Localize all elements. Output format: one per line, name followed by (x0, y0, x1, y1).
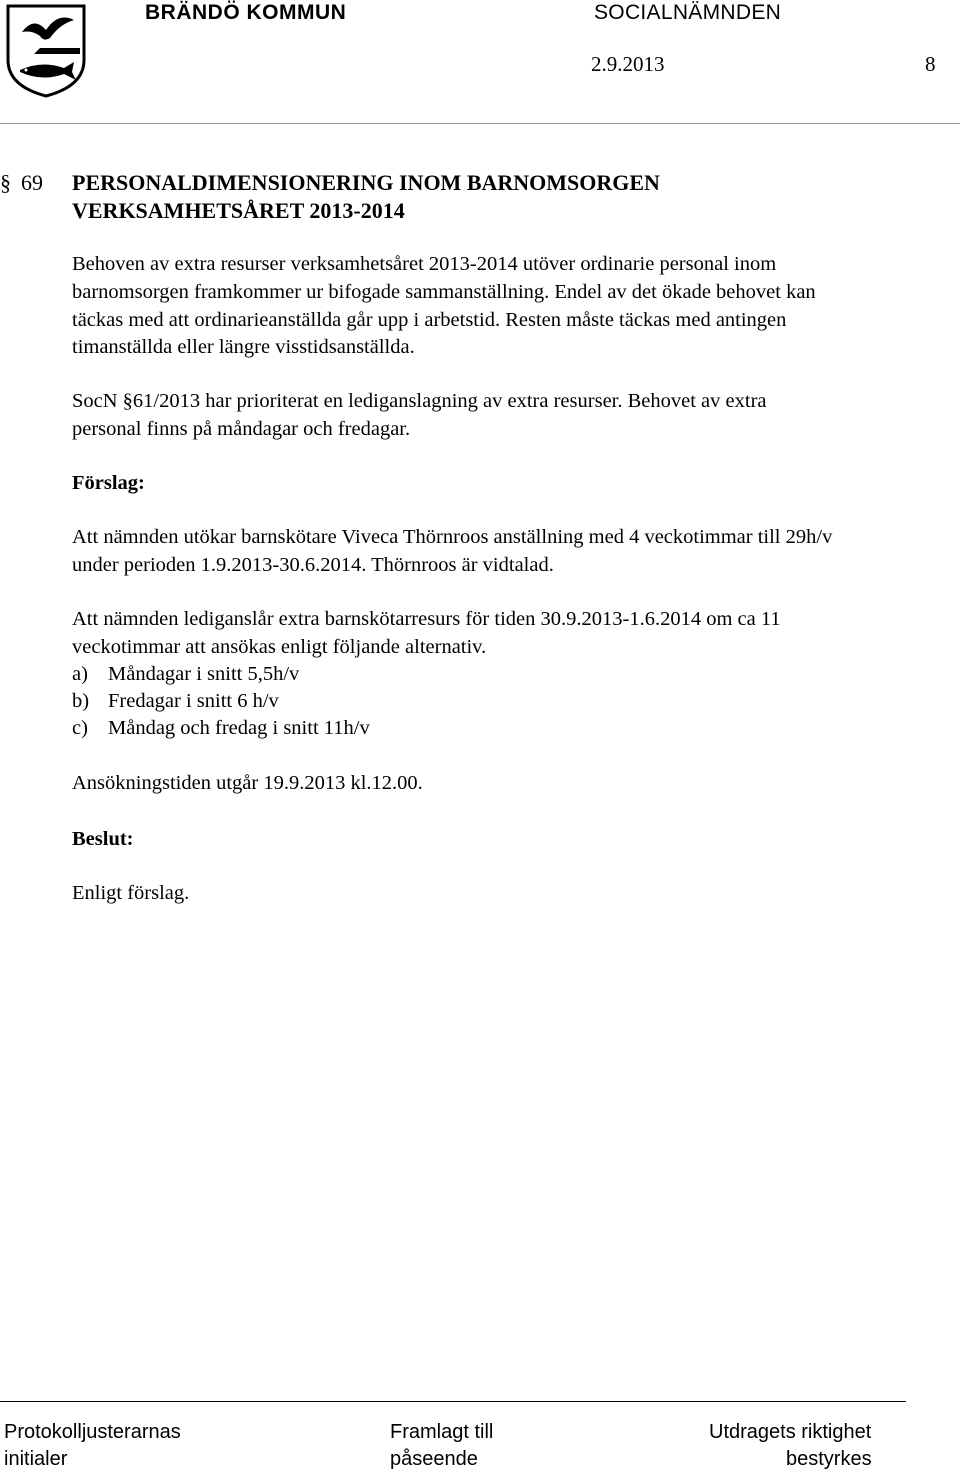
municipal-crest-logo (4, 2, 88, 98)
paragraph-line: SocN §61/2013 har prioriterat en lediganslagning av extra resurser. Behovet av extra (72, 390, 767, 412)
option-marker: a) (72, 663, 88, 685)
paragraph-line: Att nämnden lediganslår extra barnskötarresurs för tiden 30.9.2013-1.6.2014 om ca 11 (72, 608, 781, 630)
organization-name: BRÄNDÖ KOMMUN (145, 1, 347, 24)
header-divider (0, 123, 960, 124)
section-title-line: PERSONALDIMENSIONERING INOM BARNOMSORGEN (72, 170, 660, 195)
footer-public-label: Framlagt till (390, 1421, 494, 1443)
decision-label: Beslut: (72, 828, 134, 850)
paragraph-line: timanställda eller längre visstidsanställda. (72, 336, 415, 358)
option-text: Måndagar i snitt 5,5h/v (108, 663, 300, 685)
proposal-label: Förslag: (72, 472, 145, 494)
paragraph-line: täckas med att ordinarieanställda går upp i arbetstid. Resten måste täckas med antingen (72, 309, 787, 331)
paragraph-line: personal finns på måndagar och fredagar. (72, 418, 411, 440)
paragraph-line: veckotimmar att ansökas enligt följande alternativ. (72, 636, 487, 658)
option-text: Måndag och fredag i snitt 11h/v (108, 717, 370, 739)
page-number: 8 (925, 52, 936, 76)
footer-initials-label: initialer (4, 1448, 68, 1470)
footer-public-label: påseende (390, 1448, 478, 1470)
application-deadline: Ansökningstiden utgår 19.9.2013 kl.12.00. (72, 772, 423, 794)
option-marker: c) (72, 717, 88, 739)
paragraph-line: Att nämnden utökar barnskötare Viveca Thörnroos anställning med 4 veckotimmar till 29h/v (72, 526, 833, 548)
department-name: SOCIALNÄMNDEN (594, 1, 782, 24)
footer-certify-label: Utdragets riktighet (709, 1421, 872, 1443)
option-text: Fredagar i snitt 6 h/v (108, 690, 279, 712)
paragraph-line: barnomsorgen framkommer ur bifogade sammanställning. Endel av det ökade behovet kan (72, 281, 816, 303)
paragraph-line: under perioden 1.9.2013-30.6.2014. Thörnroos är vidtalad. (72, 554, 554, 576)
section-symbol: § (0, 170, 11, 195)
section-number: 69 (21, 170, 43, 195)
footer-divider (0, 1401, 906, 1402)
footer-certify-label: bestyrkes (786, 1448, 872, 1470)
section-title-line: VERKSAMHETSÅRET 2013-2014 (72, 198, 405, 223)
meeting-date: 2.9.2013 (591, 52, 665, 76)
paragraph-line: Behoven av extra resurser verksamhetsåret 2013-2014 utöver ordinarie personal inom (72, 253, 777, 275)
footer-initials-label: Protokolljusterarnas (4, 1421, 181, 1443)
decision-text: Enligt förslag. (72, 882, 190, 904)
option-marker: b) (72, 690, 90, 712)
